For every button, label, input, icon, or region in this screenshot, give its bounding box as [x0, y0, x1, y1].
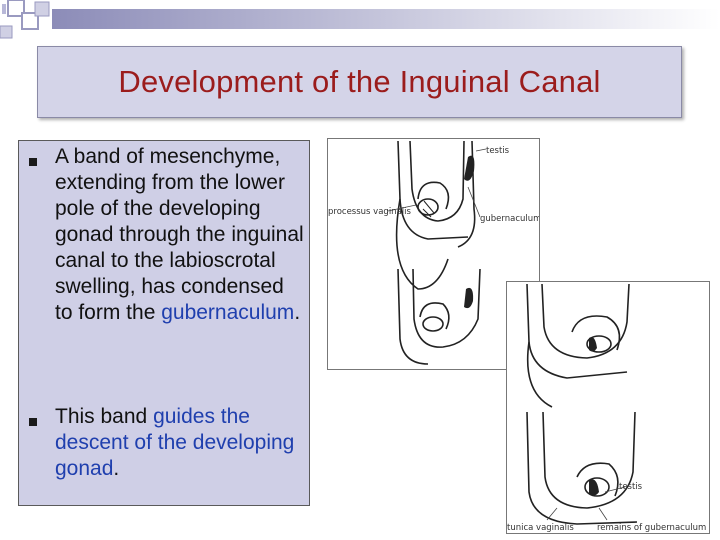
label-testis-top: testis: [486, 146, 510, 156]
bullet-1-highlight: gubernaculum: [161, 301, 295, 324]
label-testis-bottom: testis: [619, 482, 643, 492]
title-banner: [37, 46, 682, 118]
bullet-marker: [29, 158, 37, 166]
bullet-2: [55, 404, 307, 482]
bullet-2-highlight: guides the descent of the developing gonad: [55, 405, 295, 480]
label-gubernaculum: gubernaculum: [480, 214, 539, 224]
bullet-1: [55, 144, 307, 326]
slide-title: Development of the Inguinal Canal: [118, 64, 601, 99]
text-panel: [18, 140, 310, 506]
bullet-1-end: .: [294, 301, 301, 324]
bullet-2-text: This band: [55, 405, 154, 428]
bullet-1-text: A band of mesenchyme, extending from the lower pole of the developing gonad through the inguinal canal to the labioscrotal swelling, has condensed to form the: [55, 145, 304, 324]
label-remains: remains of gubernaculum: [597, 523, 707, 533]
diagram-bottom: [506, 281, 710, 534]
bullet-marker: [29, 418, 37, 426]
bullet-2-end: .: [113, 457, 120, 480]
decor-graphic: [0, 0, 720, 40]
label-processus: processus vaginalis: [328, 207, 411, 217]
decor-corner: [0, 0, 720, 40]
label-tunica: tunica vaginalis: [507, 523, 574, 533]
diagram-bottom-drawing: [507, 282, 709, 533]
